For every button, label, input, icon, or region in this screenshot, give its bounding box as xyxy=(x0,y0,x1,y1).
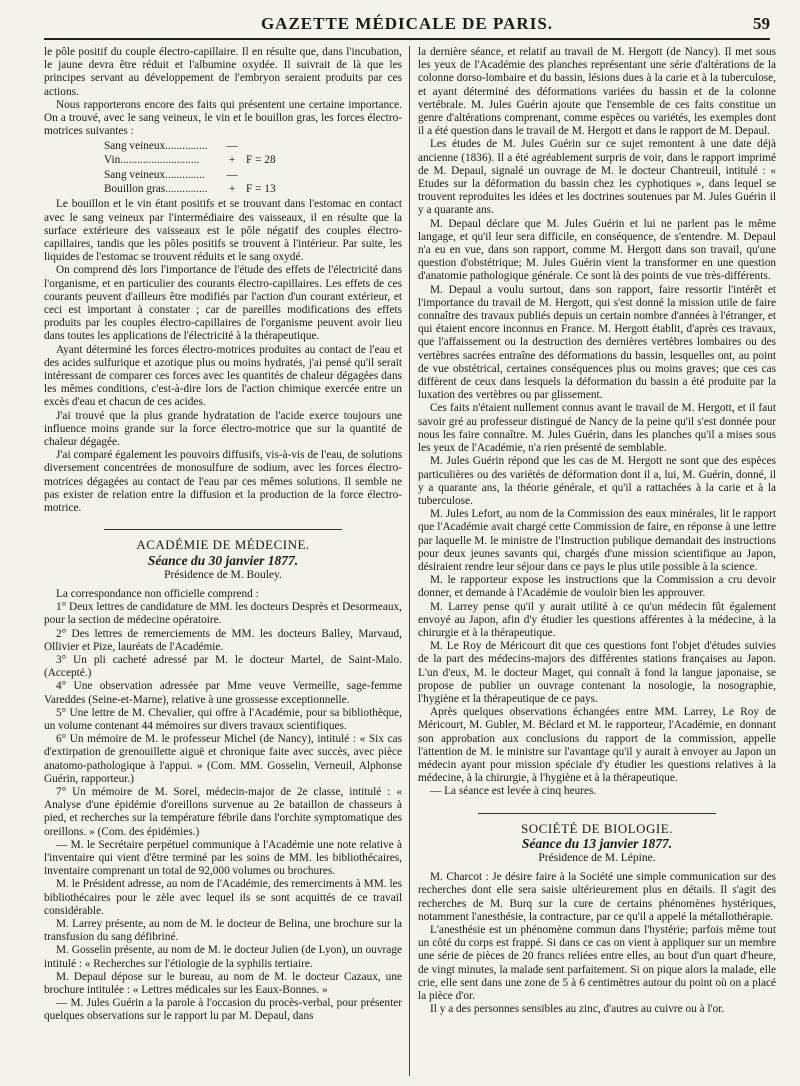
presidence-line: Présidence de M. Lépine. xyxy=(538,851,656,864)
paragraph: M. Jules Lefort, au nom de la Commission des eaux minérales, lit le rapport que l'Académie avait chargé cette Commission de faire, en réponse à une lettre par laquelle M. le ministre de l'Instruction publique demandait des instructions pour deux jeunes savants qui, chargés d'une mission scientifique au Japon, désiraient rendre leur séjour dans ce pays le plus utile possible à la science. xyxy=(418,508,776,573)
section-title: SOCIÉTÉ DE BIOLOGIE. xyxy=(521,820,673,836)
paragraph: — M. le Secrétaire perpétuel communique à l'Académie une note relative à l'inventaire qui vient d'être terminé par les soins de MM. les bibliothécaires, inventaire comprenant un total de 92,000 volumes ou brochures. xyxy=(44,838,402,878)
paragraph: J'ai trouvé que la plus grande hydratation de l'acide exerce toujours une influence moins grande sur la force électro-motrice que sur la quantité de chaleur dégagée. xyxy=(44,409,402,449)
page-header xyxy=(44,10,770,40)
paragraph: Après quelques observations échangées entre MM. Larrey, Le Roy de Méricourt, M. Gubler, M. Béclard et M. le rapporteur, l'Académie, en donnant son approbation aux conclusions du rapport de la commission, appelle l'attention de M. le ministre sur l'avantage qu'il y aurait à envoyer au Japon un médecin ayant pour mission spéciale d'y étudier les questions relatives à la médecine, à la chirurgie, à l'hygiène et à la thérapeutique. xyxy=(418,706,776,785)
formula-result: F = 13 xyxy=(246,182,276,195)
page-number: 59 xyxy=(753,14,770,33)
paragraph: M. Larrey pense qu'il y aurait utilité à ce qu'un médecin fût également envoyé au Japon, afin d'y étudier les questions afférentes à la médecine, à la chirurgie et à la thérapeutique. xyxy=(418,600,776,639)
paragraph: M. Depaul a voulu surtout, dans son rapport, faire ressortir l'intérêt et l'importance du travail de M. Hergott, qui s'est donné la mission utile de faire connaître des travaux publiés depuis un certain nombre d'années à l'étranger, et qui étaient encore inconnus en France. M. Hergott établit, d'après ces travaux, que l'affaissement ou la destruction des dernières vertèbres lombaires ou des vertèbres sacrées entraîne des déformations du bassin, lesquelles ont, au point de vue obstétrical, certaines conséquences plus ou moins graves; que ces cas diffèrent de ceux dans lesquels la déformation du bassin a été produite par la luxation des vertèbres ou par glissement. xyxy=(418,283,776,402)
formula-sign: + xyxy=(228,153,236,166)
paragraph: la dernière séance, et relatif au travail de M. Hergott (de Nancy). Il met sous les yeux de l'Académie des planches représentant une série d'altérations de la colonne dorso-lombaire et du bassin, lésions dues à la carie et à la tuberculose, et ayant déterminé des déformations variées du bassin et de la colonne vertébrale. M. Jules Guérin ajoute que l'ensemble de ces faits constitue un genre d'altérations comprenant, comme espèces ou variétés, les exemples dont il a été question dans le travail de M. Hergott et dans le rapport de M. Depaul. xyxy=(418,46,776,138)
paragraph: Ayant déterminé les forces électro-motrices produites au contact de l'eau et des acides sulfurique et azotique plus ou moins hydratés, j'ai pensé qu'il serait intéressant de comparer ces forces avec les quantités de chaleur dégagées dans les mêmes conditions, c'est-à-dire lors de l'action chimique exercée entre un excès d'eau et chacun de ces acides. xyxy=(44,343,402,409)
paragraph: Nous rapporterons encore des faits qui présentent une certaine importance. On a trouvé, avec le sang veineux, le vin et le bouillon gras, les forces électro-motrices suivantes : xyxy=(44,98,402,138)
formula-label: Vin............................ xyxy=(104,153,200,166)
column-divider xyxy=(409,46,410,1076)
paragraph: M. Le Roy de Méricourt dit que ces questions font l'objet d'études suivies de la part des médecins-majors des différentes stations françaises au Japon. L'un d'eux, M. le docteur Maget, qui connaît à fond la langue japonaise, se propose de publier un ouvrage contenant la nosologie, la nosographie, l'hygiène et la thérapeutique de ce pays. xyxy=(418,640,776,705)
paragraph: M. Larrey présente, au nom de M. le docteur de Belina, une brochure sur la transfusion du sang défibriné. xyxy=(44,917,402,944)
formula-sign: + xyxy=(228,182,236,195)
paragraph: M. Depaul dépose sur le bureau, au nom de M. le docteur Cazaux, une brochure intitulée : « Lettres médicales sur les Eaux-Bonnes. » xyxy=(44,970,402,996)
paragraph: 6° Un mémoire de M. le professeur Michel (de Nancy), intitulé : « Six cas d'extirpation de grenouillette aiguë et chronique faite avec succès, avec pièce anatomo-pathologique à l'appui. » (Com. MM. Gosselin, Verneuil, Alphonse Guérin, rapporteur.) xyxy=(44,733,402,785)
formula-result: F = 28 xyxy=(246,153,276,166)
paragraph: 3° Un pli cacheté adressé par M. le docteur Martel, de Saint-Malo. (Accepté.) xyxy=(44,653,402,680)
paragraph: M. Gosselin présente, au nom de M. le docteur Julien (de Lyon), un ouvrage intitulé : « Recherches sur l'étiologie de la syphilis tertiaire. xyxy=(44,944,402,970)
paragraph: On comprend dès lors l'importance de l'étude des effets de l'électricité dans l'organisme, et en particulier des courants électro-capillaires. Les effets de ces courants peuvent d'ailleurs être modifiés par l'action d'un courant extérieur, et ceci est important à constater ; car de pareilles modifications des effets produits par les couples électro-capillaires de l'organisme peuvent avoir lieu dans toutes les applications de l'électricité à la thérapeutique. xyxy=(44,264,402,343)
paragraph: M. Charcot : Je désire faire à la Société une simple communication sur des recherches dont elle sera saisie ultérieurement plus en détails. Il s'agit des recherches de M. Burq sur la cure de certains phénomènes hystériques, notamment l'anesthésie, la contracture, par ce qu'il a appelé la métallothérapie. xyxy=(418,871,776,923)
paragraph: M. le rapporteur expose les instructions que la Commission a cru devoir donner, et demande à l'Académie de vouloir bien les approuver. xyxy=(418,574,776,600)
formula-sign: — xyxy=(226,169,238,182)
session-date: Séance du 30 janvier 1877. xyxy=(147,552,299,568)
section-divider xyxy=(478,813,716,814)
formula-label: Bouillon gras............... xyxy=(104,182,208,195)
paragraph: M. Depaul déclare que M. Jules Guérin et lui ne parlent pas le même langage, et qu'il leur sera difficile, en conséquence, de s'entendre. M. Depaul n'a eu en vue, dans son rapport, comme M. Hergott dans son travail, qu'une question d'obstétrique; M. Jules Guérin vient la transformer en une question d'anatomie pathologique générale. Ce sont là des points de vue très-différents. xyxy=(418,217,776,283)
section-title: ACADÉMIE DE MÉDECINE. xyxy=(136,537,310,553)
paragraph: Les études de M. Jules Guérin sur ce sujet remontent à une date déjà ancienne (1836). Il a été agréablement surpris de voir, dans le rapport imprimé de M. Depaul, signalé un ouvrage de M. le docteur Chantreuil, intitulé : « Etudes sur la déformation du bassin chez les cyphotiques », dans lequel se trouvent reproduites les idées et les doctrines soutenues par M. Jules Guérin il y a quarante ans. xyxy=(418,138,776,217)
paragraph: L'anesthésie est un phénomène commun dans l'hystérie; parfois même tout un côté du corps est frappé. Si dans ce cas on vient à appliquer sur un membre une série de pièces de 20 francs reliées entre elles, au bout d'un quart d'heure, de vingt minutes, la malade sent parfaitement. Si on pique alors la malade, elle crie, elle sent dans une zone de 5 à 6 centimètres autour du point où on a placé la pièce d'or. xyxy=(418,924,776,1003)
formula-sign: — xyxy=(226,140,238,153)
paragraph: Le bouillon et le vin étant positifs et se trouvant dans l'estomac en contact avec le sang veineux par l'intermédiaire des vaisseaux, il en résulte que la surface extérieure des vaisseaux est le pôle négatif des couples électro-capillaires, tandis que les pôles positifs se trouvent à l'intérieur. Par suite, les liquides de l'estomac se trouvent réduits et le sang oxydé. xyxy=(44,198,402,264)
session-date: Séance du 13 janvier 1877. xyxy=(521,835,673,851)
section-divider xyxy=(104,529,342,530)
paragraph: Il y a des personnes sensibles au zinc, d'autres au cuivre ou à l'or. xyxy=(430,1003,725,1016)
paragraph: Ces faits n'étaient nullement connus avant le travail de M. Hergott, et il faut savoir gré au professeur distingué de Nancy de la peine qu'il s'est donnée pour nous les faire connaître. M. Jules Guérin, dans les planches qu'il a mises sous les yeux de l'Académie, n'a rien présenté de semblable. xyxy=(418,402,776,455)
paragraph: — M. Jules Guérin a la parole à l'occasion du procès-verbal, pour présenter quelques observations sur le rapport lu par M. Depaul, dans xyxy=(44,997,402,1023)
paragraph: J'ai comparé également les pouvoirs diffusifs, vis-à-vis de l'eau, de solutions diversement concentrées de monosulfure de sodium, avec les forces électro-motrices dégagées au contact de l'eau par ces mêmes solutions. Il semble ne pas exister de relation entre la diffusion et la production de la force électro-motrice. xyxy=(44,449,402,515)
paragraph: le pôle positif du couple électro-capillaire. Il en résulte que, dans l'incubation, le jaune devra être réduit et l'albumine oxydée. Il suivrait de là que les principes servant au développement de l'embryon seraient produits par ces actions. xyxy=(44,46,402,98)
formula-label: Sang veineux............... xyxy=(104,140,208,153)
paragraph: — La séance est levée à cinq heures. xyxy=(430,785,597,798)
paragraph: 1° Deux lettres de candidature de MM. les docteurs Desprès et Desormeaux, pour la section de médecine opératoire. xyxy=(44,601,402,627)
paragraph: 5° Une lettre de M. Chevalier, qui offre à l'Académie, pour sa bibliothèque, un volume contenant 44 mémoires sur divers travaux scientifiques. xyxy=(44,706,402,732)
presidence-line: Présidence de M. Bouley. xyxy=(164,568,282,581)
paragraph: 2° Des lettres de remerciements de MM. les docteurs Balley, Marvaud, Ollivier et Pize, lauréats de l'Académie. xyxy=(44,627,402,653)
formula-block-2 xyxy=(104,169,402,196)
paragraph: M. Jules Guérin répond que les cas de M. Hergott ne sont que des espèces particulières ou des variétés de déformation dont il a, lui, M. Guérin, donné, il y a quarante ans, la théorie générale, et qu'il a rattachées à la carie et à la tuberculose. xyxy=(418,455,776,507)
left-column xyxy=(44,46,402,1024)
paragraph: 7° Un mémoire de M. Sorel, médecin-major de 2e classe, intitulé : « Analyse d'une épidémie d'oreillons survenue au 2e bataillon de chasseurs à pied, et recherches sur la température fébrile dans l'orchite symptomatique des oreillons. » (Com. des épidémies.) xyxy=(44,785,402,838)
right-column xyxy=(418,46,776,1016)
formula-block-1 xyxy=(104,140,402,167)
journal-title: GAZETTE MÉDICALE DE PARIS. xyxy=(260,14,554,33)
paragraph: 4° Une observation adressée par Mme veuve Vermeille, sage-femme Vareddes (Seine-et-Marne), relative à une grossesse exceptionnelle. xyxy=(44,680,402,706)
formula-label: Sang veineux.............. xyxy=(104,169,205,182)
paragraph: M. le Président adresse, au nom de l'Académie, des remerciments à MM. les bibliothécaires pour le zèle avec lequel ils se sont acquittés de ce travail considérable. xyxy=(44,878,402,917)
paragraph: La correspondance non officielle comprend : xyxy=(56,587,259,600)
